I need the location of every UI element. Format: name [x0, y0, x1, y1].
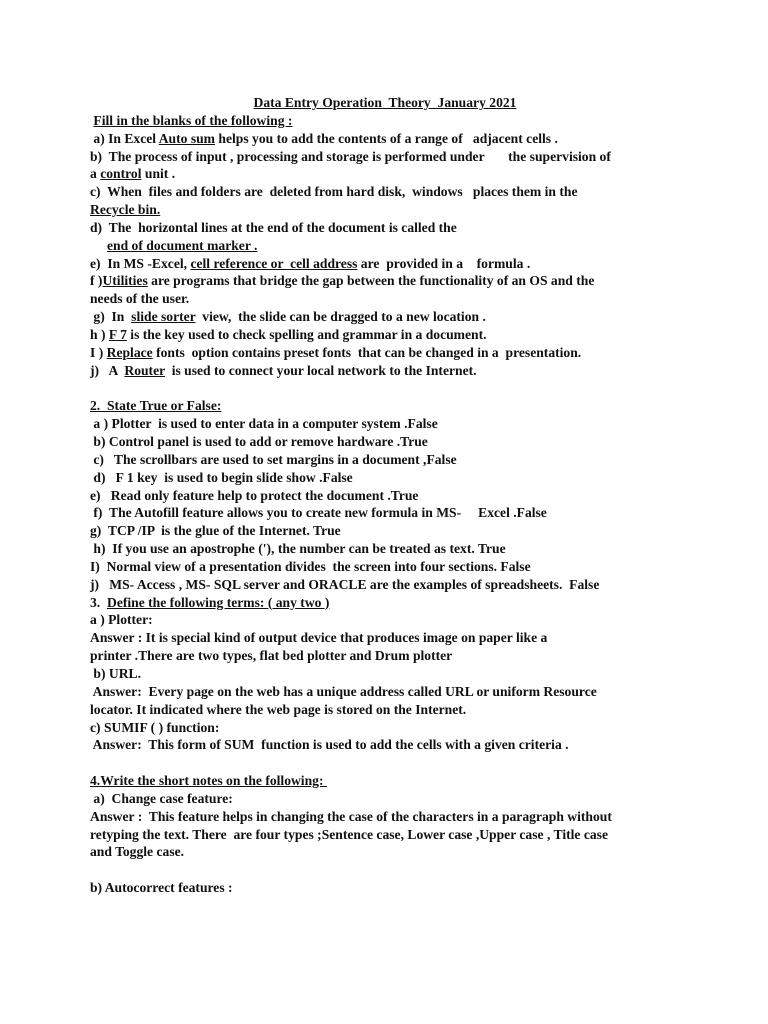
- true-false-item: c) The scrollbars are used to set margins in a document ,False: [90, 451, 457, 467]
- true-false-item: f) The Autofill feature allows you to create new formula in MS- Excel .False: [90, 505, 547, 521]
- definition-line: c) SUMIF ( ) function:: [90, 719, 220, 735]
- definition-line: Answer: This form of SUM function is used to add the cells with a given criteria .: [90, 737, 569, 753]
- blank-line: [90, 754, 690, 772]
- definition-line: a ) Plotter:: [90, 612, 153, 628]
- blank-j: j) A Router is used to connect your local network to the Internet.: [90, 362, 477, 378]
- blank-e: e) In MS -Excel, cell reference or cell address are provided in a formula .: [90, 255, 531, 271]
- blank-i: I ) Replace fonts option contains preset fonts that can be changed in a presentation.: [90, 344, 582, 360]
- document-title: Data Entry Operation Theory January 2021: [253, 95, 517, 110]
- blank-a: a) In Excel Auto sum helps you to add the contents of a range of adjacent cells .: [90, 130, 558, 146]
- short-note-line: a) Change case feature:: [90, 790, 233, 806]
- short-note-line: and Toggle case.: [90, 844, 185, 860]
- short-note-b: b) Autocorrect features :: [90, 880, 233, 896]
- definition-line: b) URL.: [90, 666, 141, 681]
- short-note-line: Answer : This feature helps in changing the case of the characters in a paragraph without: [90, 808, 612, 824]
- true-false-item: e) Read only feature help to protect the document .True: [90, 487, 419, 503]
- true-false-item: I) Normal view of a presentation divides the screen into four sections. False: [90, 558, 531, 574]
- definition-line: Answer : It is special kind of output device that produces image on paper like a: [90, 630, 548, 646]
- blank-h: h ) F 7 is the key used to check spelling and grammar in a document.: [90, 326, 487, 342]
- true-false-item: d) F 1 key is used to begin slide show .False: [90, 469, 353, 485]
- blank-d-line-2: end of document marker .: [107, 237, 258, 253]
- blank-line: [90, 861, 690, 879]
- section-4-heading: 4.Write the short notes on the following:: [90, 773, 327, 789]
- short-note-line: retyping the text. There are four types ;Sentence case, Lower case ,Upper case , Title case: [90, 826, 608, 842]
- blank-f-line-2: needs of the user.: [90, 291, 190, 307]
- document-page: [90, 94, 690, 897]
- blank-d-line-1: d) The horizontal lines at the end of the document is called the: [90, 219, 457, 235]
- blank-c-line-2: Recycle bin.: [90, 202, 161, 218]
- true-false-item: a ) Plotter is used to enter data in a computer system .False: [90, 416, 438, 432]
- true-false-item: b) Control panel is used to add or remove hardware .True: [90, 434, 428, 450]
- blank-f-line-1: f )Utilities are programs that bridge the gap between the functionality of an OS and the: [90, 273, 595, 289]
- blank-b-line-1: b) The process of input , processing and storage is performed under the supervision of: [90, 148, 611, 164]
- section-1-heading: Fill in the blanks of the following :: [93, 112, 293, 128]
- section-2-heading: 2. State True or False:: [90, 398, 222, 414]
- true-false-item: g) TCP /IP is the glue of the Internet. True: [90, 523, 341, 539]
- definition-line: locator. It indicated where the web page is stored on the Internet.: [90, 701, 467, 717]
- definition-line: Answer: Every page on the web has a unique address called URL or uniform Resource: [90, 683, 597, 699]
- blank-b-line-2: a control unit .: [90, 166, 176, 182]
- blank-g: g) In slide sorter view, the slide can be dragged to a new location .: [90, 309, 486, 325]
- blank-line: [90, 380, 690, 398]
- true-false-item: h) If you use an apostrophe ('), the number can be treated as text. True: [90, 541, 506, 557]
- definition-line: printer .There are two types, flat bed plotter and Drum plotter: [90, 648, 453, 664]
- true-false-item: j) MS- Access , MS- SQL server and ORACLE are the examples of spreadsheets. False: [90, 576, 600, 592]
- section-3-heading: 3. Define the following terms: ( any two ): [90, 594, 330, 610]
- blank-c-line-1: c) When files and folders are deleted from hard disk, windows places them in the: [90, 184, 578, 200]
